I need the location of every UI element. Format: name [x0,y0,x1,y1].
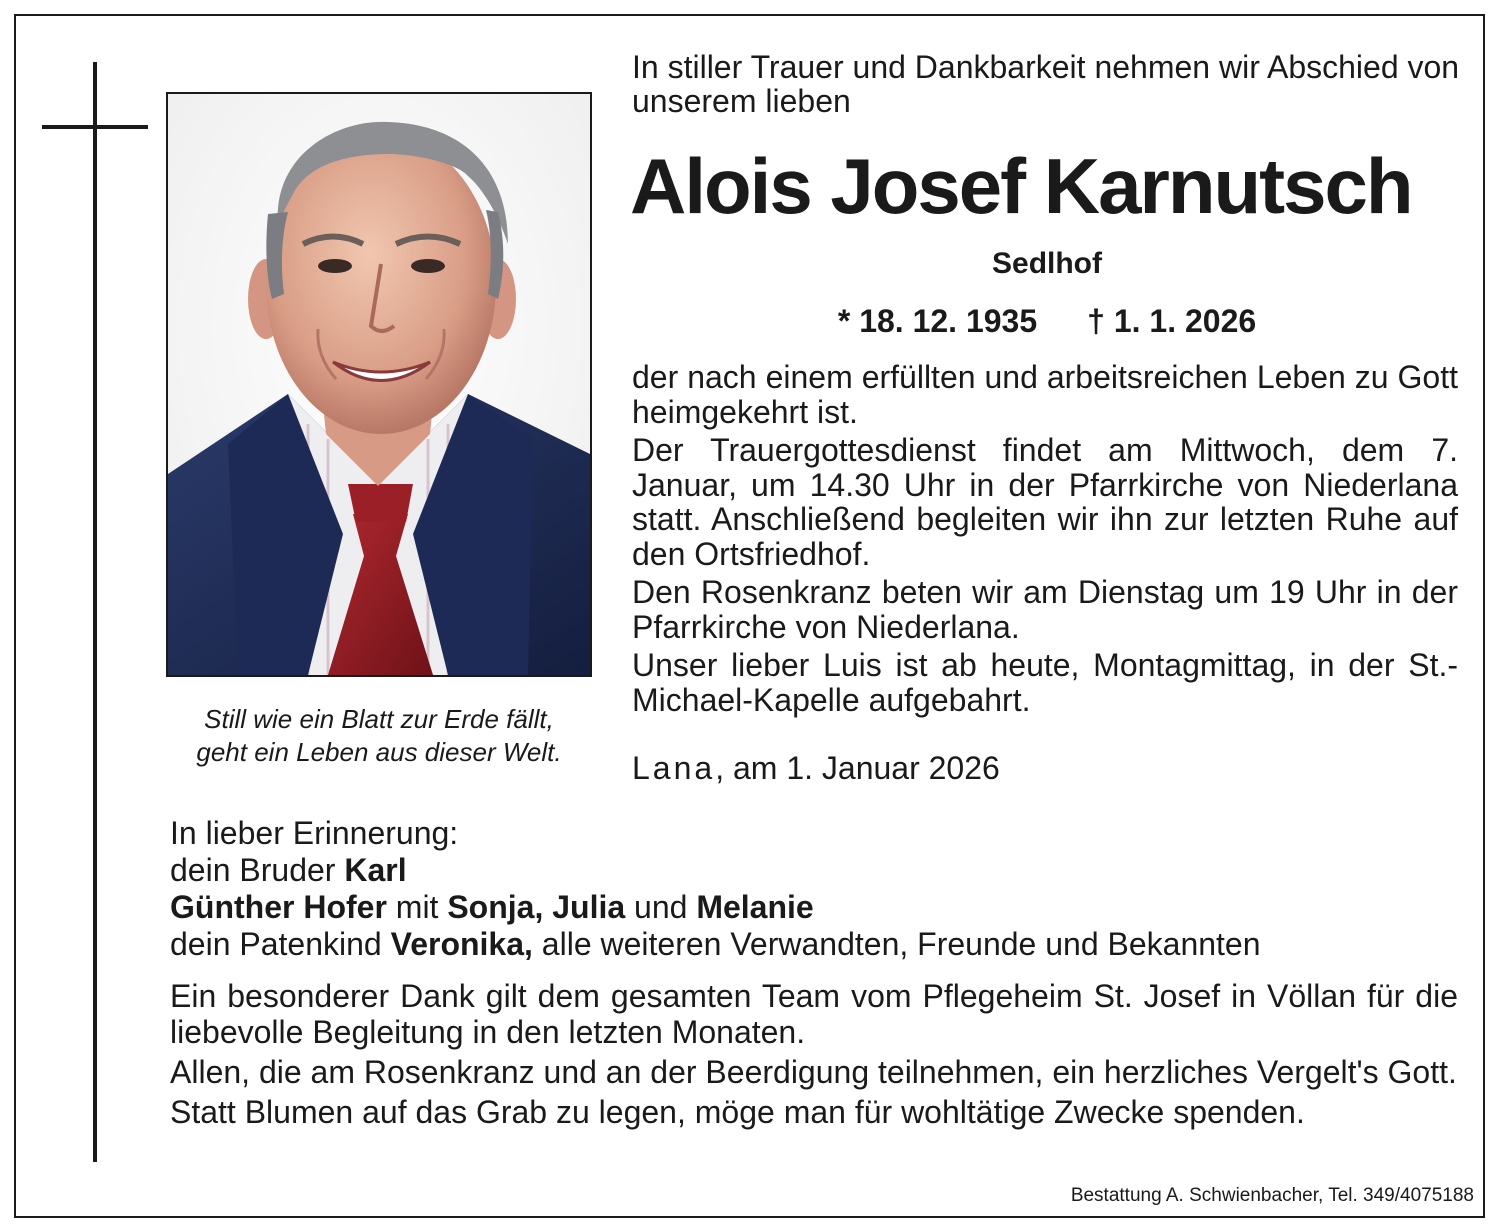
mourner-connector: mit [386,889,448,925]
mourner-name: Karl [344,852,407,888]
announcement-text [632,360,1458,721]
thanks-paragraph: Statt Blumen auf das Grab zu legen, möge man für wohltätige Zwecke spenden. [170,1094,1305,1130]
death-date: † 1. 1. 2026 [1087,303,1257,339]
place-city: Lana [632,750,716,786]
portrait-photo [166,92,592,677]
paragraph-homecoming: der nach einem erfüllten und arbeitsreichen Leben zu Gott heimgekehrt ist. [632,359,1458,430]
paragraph-funeral-service: Der Trauergottesdienst findet am Mittwoch, dem 7. Januar, um 14.30 Uhr in der Pfarrkirche von Niederlana statt. Anschließend begleiten wir ihn zur letzten Ruhe auf den Ortsfriedhof. [632,432,1458,572]
mourners-heading: In lieber Erinnerung: [170,815,459,851]
quote-line-2: geht ein Leben aus dieser Welt. [196,737,562,767]
mourners-line-3 [170,926,1460,963]
portrait-illustration [168,94,590,675]
mourner-name: Veronika, [390,926,533,962]
mourner-connector: und [625,889,697,925]
thanks-paragraph: Ein besonderer Dank gilt dem gesamten Team vom Pflegeheim St. Josef in Völlan für die liebevolle Begleitung in den letzten Monaten. [170,978,1458,1050]
mourners-line-1 [170,852,1460,889]
cross-icon-bar [42,125,148,129]
mourner-name: Sonja, Julia [447,889,626,925]
mourner-name: Melanie [696,889,814,925]
paragraph-rosary: Den Rosenkranz beten wir am Dienstag um 19 Uhr in der Pfarrkirche von Niederlana. [632,574,1458,645]
thanks-block [170,978,1458,1134]
mourners-block [170,815,1460,963]
mourner-others: alle weiteren Verwandten, Freunde und Bekannten [532,926,1261,962]
deceased-name: Alois Josef Karnutsch [630,142,1412,230]
mourners-line-2 [170,889,1460,926]
thanks-paragraph: Allen, die am Rosenkranz und an der Beerdigung teilnehmen, ein herzliches Vergelt's Gott. [170,1054,1457,1090]
intro-text: In stiller Trauer und Dankbarkeit nehmen wir Abschied von unserem lieben [632,49,1460,119]
memorial-quote [166,703,592,769]
funeral-home-footer: Bestattung A. Schwienbacher, Tel. 349/4075188 [1070,1185,1474,1206]
mourner-name: Günther Hofer [170,889,387,925]
life-dates [632,300,1462,342]
farm-name: Sedlhof [992,247,1102,280]
paragraph-lying-in-state: Unser lieber Luis ist ab heute, Montagmittag, in der St.-Michael-Kapelle aufgebahrt. [632,647,1458,718]
quote-line-1: Still wie ein Blatt zur Erde fällt, [204,704,554,734]
place-date: , am 1. Januar 2026 [715,750,1000,786]
place-and-date [632,750,1458,786]
cross-icon [93,62,97,1162]
mourner-relation: dein Patenkind [170,926,391,962]
birth-date: * 18. 12. 1935 [837,303,1038,339]
mourner-relation: dein Bruder [170,852,345,888]
